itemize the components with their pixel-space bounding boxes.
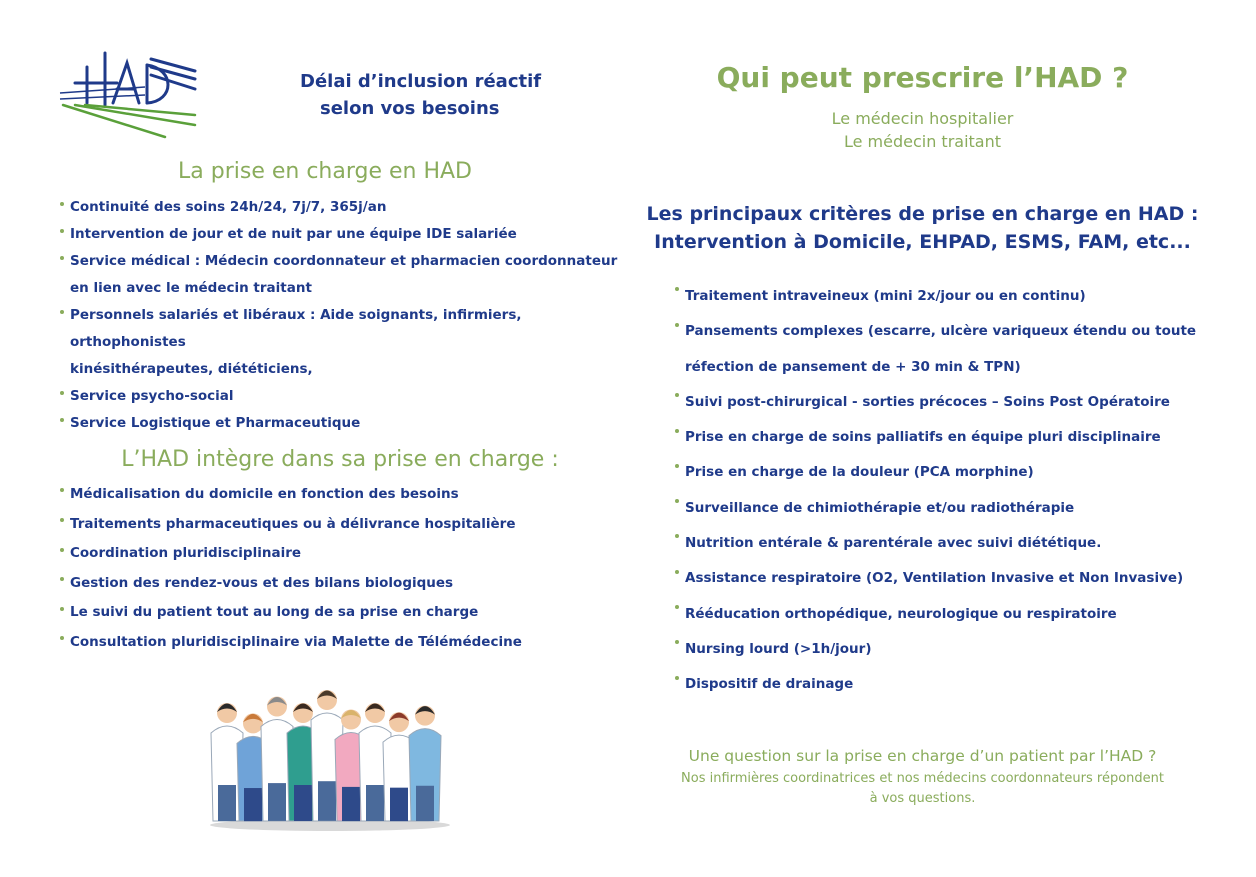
list-item: Gestion des rendez-vous et des bilans biologiques: [60, 569, 620, 599]
list-item: Le suivi du patient tout au long de sa prise en charge: [60, 598, 620, 628]
criteria-heading: [640, 200, 1205, 256]
criteria-line2: Intervention à Domicile, EHPAD, ESMS, FAM, etc...: [654, 231, 1191, 253]
answer-text: [640, 769, 1205, 809]
list-item: [60, 221, 620, 248]
list-item: Nursing lourd (>1h/jour): [675, 632, 1215, 667]
tagline: [300, 68, 560, 122]
right-title: Qui peut prescrire l’HAD ?: [716, 61, 1129, 94]
list-item: Coordination pluridisciplinaire: [60, 539, 620, 569]
list-item: Traitement intraveineux (mini 2x/jour ou en continu): [675, 279, 1215, 314]
list-item: Pansements complexes (escarre, ulcère variqueux étendu ou toute: [675, 314, 1215, 349]
list-item: [60, 302, 620, 383]
section-title-prise-en-charge: La prise en charge en HAD: [178, 159, 472, 184]
list-item-continuation: en lien avec le médecin traitant: [70, 280, 312, 296]
answer-line2: à vos questions.: [869, 791, 976, 806]
list-item-text: Service Logistique et Pharmaceutique: [70, 415, 361, 431]
list-item: Rééducation orthopédique, neurologique ou respiratoire: [675, 597, 1215, 632]
list-item: Nutrition entérale & parentérale avec suivi diététique.: [675, 526, 1215, 561]
prescribers: [650, 107, 1195, 153]
list-item: [60, 410, 620, 437]
prise-en-charge-list: [60, 194, 620, 437]
list-item: [60, 383, 620, 410]
list-item: Consultation pluridisciplinaire via Malette de Télémédecine: [60, 628, 620, 658]
had-logo: [55, 45, 200, 140]
medical-team-illustration: [205, 683, 455, 833]
list-item: Médicalisation du domicile en fonction des besoins: [60, 480, 620, 510]
prescriber-traitant: Le médecin traitant: [843, 132, 1002, 151]
criteria-list: [675, 279, 1215, 703]
list-item: [60, 248, 620, 302]
list-item-text: Service psycho-social: [70, 388, 234, 404]
list-item: Assistance respiratoire (O2, Ventilation Invasive et Non Invasive): [675, 561, 1215, 596]
had-integre-list: [60, 480, 620, 658]
question-text: Une question sur la prise en charge d’un patient par l’HAD ?: [688, 747, 1157, 765]
prescriber-hospitalier: Le médecin hospitalier: [831, 109, 1014, 128]
list-item: Prise en charge de la douleur (PCA morphine): [675, 455, 1215, 490]
list-item-text: Personnels salariés et libéraux : Aide soignants, infirmiers, orthophonistes: [70, 307, 522, 350]
list-item: Surveillance de chimiothérapie et/ou radiothérapie: [675, 491, 1215, 526]
list-item-continuation: kinésithérapeutes, diététiciens,: [70, 361, 313, 377]
team-member: [409, 706, 441, 821]
list-item: Traitements pharmaceutiques ou à délivrance hospitalière: [60, 510, 620, 540]
list-item-text: Intervention de jour et de nuit par une équipe IDE salariée: [70, 226, 517, 242]
list-item: réfection de pansement de + 30 min & TPN): [685, 358, 1021, 375]
list-item: Prise en charge de soins palliatifs en équipe pluri disciplinaire: [675, 420, 1215, 455]
list-item-text: Continuité des soins 24h/24, 7j/7, 365j/an: [70, 199, 387, 215]
list-item-text: Service médical : Médecin coordonnateur et pharmacien coordonnateur: [70, 253, 618, 269]
answer-line1: Nos infirmières coordinatrices et nos médecins coordonnateurs répondent: [681, 771, 1164, 786]
criteria-line1: Les principaux critères de prise en charge en HAD :: [646, 203, 1199, 225]
list-item: Suivi post-chirurgical - sorties précoces – Soins Post Opératoire: [675, 385, 1215, 420]
list-item: [60, 194, 620, 221]
section-title-had-integre: L’HAD intègre dans sa prise en charge :: [121, 447, 559, 472]
tagline-line2: selon vos besoins: [320, 98, 500, 119]
tagline-line1: Délai d’inclusion réactif: [300, 71, 542, 92]
list-item: Dispositif de drainage: [675, 667, 1215, 702]
